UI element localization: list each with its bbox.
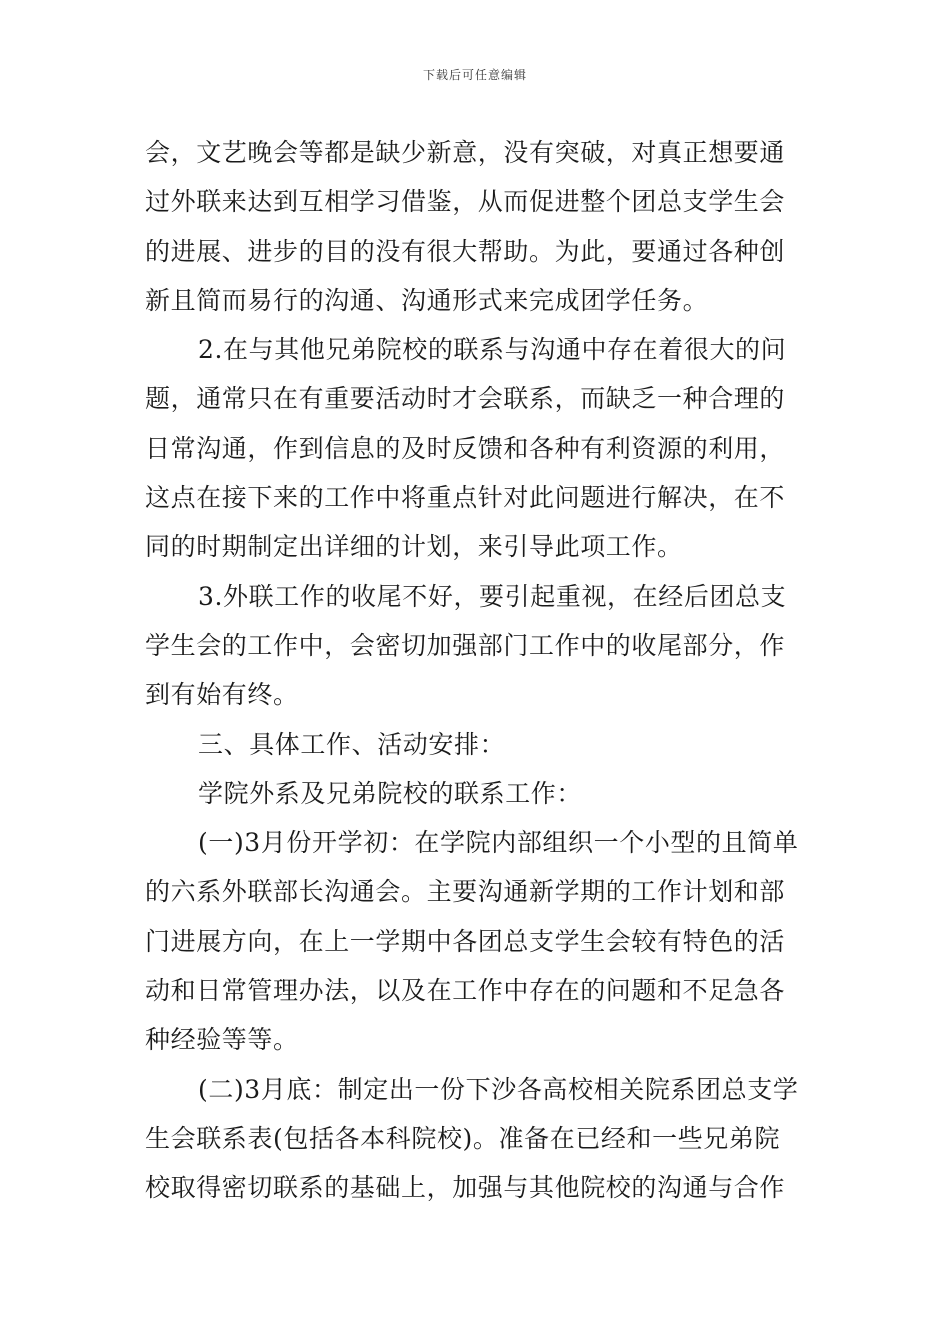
text-line: 2.在与其他兄弟院校的联系与沟通中存在着很大的问 <box>198 335 787 365</box>
text-line: 这点在接下来的工作中将重点针对此问题进行解决，在不 <box>145 483 786 513</box>
text-line: 题，通常只在有重要活动时才会联系，而缺乏一种合理的 <box>145 384 786 414</box>
text-line: 校取得密切联系的基础上，加强与其他院校的沟通与合作 <box>145 1173 786 1203</box>
text-line: 日常沟通，作到信息的及时反馈和各种有利资源的利用， <box>145 433 786 463</box>
text-line: (二)3月底：制定出一份下沙各高校相关院系团总支学 <box>198 1074 799 1104</box>
text-line: 同的时期制定出详细的计划，来引导此项工作。 <box>145 532 683 562</box>
page-header-note: 下载后可任意编辑 <box>422 68 527 82</box>
text-line: 的六系外联部长沟通会。主要沟通新学期的工作计划和部 <box>145 877 786 907</box>
text-line: 动和日常管理办法，以及在工作中存在的问题和不足急各 <box>145 976 786 1006</box>
document-body <box>145 128 807 1213</box>
text-line: 3.外联工作的收尾不好，要引起重视，在经后团总支 <box>198 581 787 611</box>
text-line: 新且简而易行的沟通、沟通形式来完成团学任务。 <box>145 285 709 315</box>
section-heading: 三、具体工作、活动安排： <box>198 729 506 759</box>
text-line: 学生会的工作中，会密切加强部门工作中的收尾部分，作 <box>145 630 786 660</box>
text-line: 的进展、进步的目的没有很大帮助。为此，要通过各种创 <box>145 236 786 266</box>
text-line: 过外联来达到互相学习借鉴，从而促进整个团总支学生会 <box>145 187 786 217</box>
text-line: 会，文艺晚会等都是缺少新意，没有突破，对真正想要通 <box>145 138 786 167</box>
subsection-heading: 学院外系及兄弟院校的联系工作： <box>198 778 583 808</box>
text-line: 到有始有终。 <box>145 680 299 710</box>
text-line: 种经验等等。 <box>145 1025 299 1055</box>
text-line: 生会联系表(包括各本科院校)。准备在已经和一些兄弟院 <box>145 1123 781 1153</box>
text-line: (一)3月份开学初：在学院内部组织一个小型的且简单 <box>198 828 799 858</box>
text-line: 门进展方向，在上一学期中各团总支学生会较有特色的活 <box>145 926 786 956</box>
